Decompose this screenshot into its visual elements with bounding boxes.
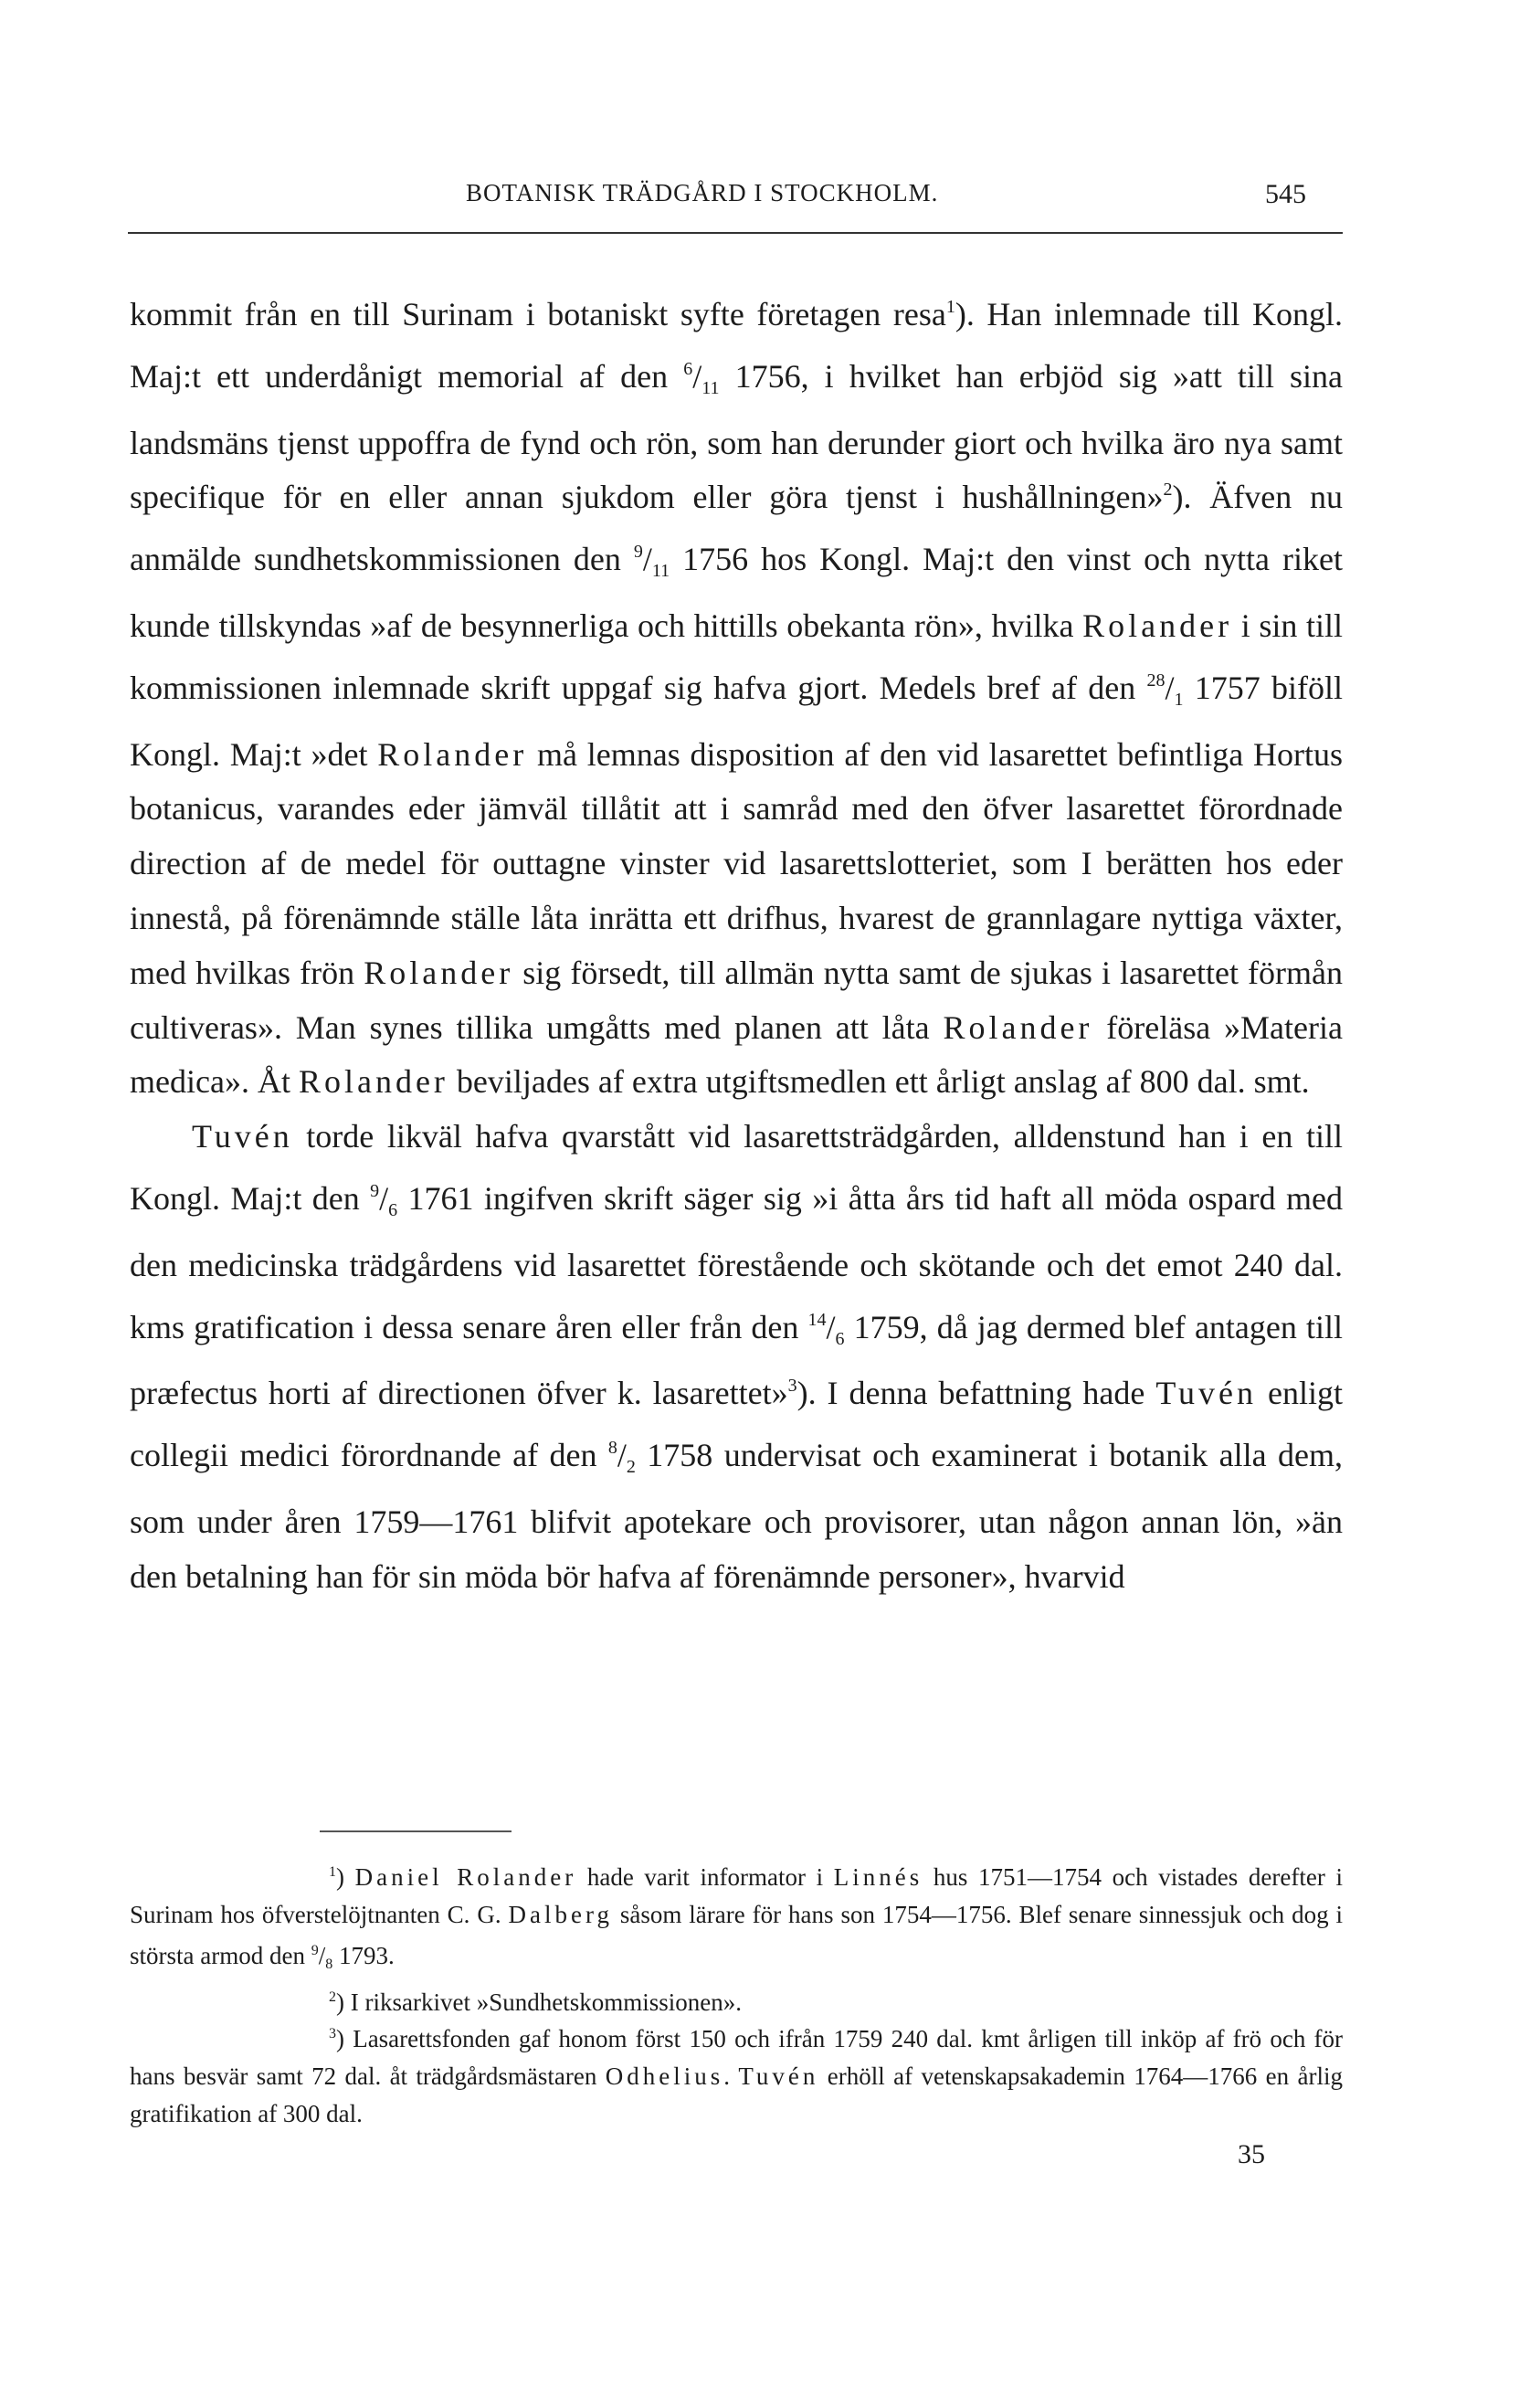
paragraph-2: Tuvén torde likväl hafva qvarstått vid lasarettsträdgården, alldenstund han i en till Kongl. Maj:t den $^9$/6 1761 ingifven skrift säger sig »i åtta års tid haft all möda ospard med den medicinska trädgårdens vid lasarettet förestående och skötande och det emot 240 dal. kms gratification i dessa senare åren eller från den $^{14}$/6 1759, då jag dermed blef antagen till præfectus horti af directionen öfver k. lasarettet»$^3$). I denna befattning hade Tuvén enligt collegii medici förordnande af den $^8$/2 1758 undervisat och examinerat i botanik alla dem, som under åren 1759—1761 blifvit apotekare och provisorer, utan någon annan lön, »än den betalning han för sin möda bör hafva af förenämnde personer», hvarvid <box>130 1118 1343 1595</box>
footnotes <box>130 1859 1343 2132</box>
body-text <box>130 288 1343 1605</box>
paragraph-1: kommit från en till Surinam i botaniskt syfte företagen resa$^1$). Han inlemnade till Kongl. Maj:t ett underdånigt memorial af den $^6$/11 1756, i hvilket han erbjöd sig »att till sina landsmäns tjenst uppoffra de fynd och rön, som han derunder giort och hvilka äro nya samt specifique för en eller annan sjukdom eller göra tjenst i hushållningen»$^2$). Äfven nu anmälde sundhetskommissionen den $^9$/11 1756 hos Kongl. Maj:t den vinst och nytta riket kunde tillskyndas »af de besynnerliga och hittills obekanta rön», hvilka Rolander i sin till kommissionen inlemnade skrift uppgaf sig hafva gjort. Medels bref af den $^{28}$/1 1757 biföll Kongl. Maj:t »det Rolander må lemnas disposition af den vid lasarettet befintliga Hortus botanicus, varandes eder jämväl tillåtit att i samråd med den öfver lasarettet förordnade direction af de medel för outtagne vinster vid lasarettslotteriet, som I berätten hos eder innestå, på förenämnde ställe låta inrätta ett drifhus, hvarest de grannlagare nyttiga växter, med hvilkas frön Rolander sig försedt, till allmän nytta samt de sjukas i lasarettet förmån cultiveras». Man synes tillika umgåtts med planen att låta Rolander föreläsa »Materia medica». Åt Rolander beviljades af extra utgiftsmedlen ett årligt anslag af 800 dal. smt. <box>130 296 1344 1101</box>
person-name: Daniel Rolander <box>354 1863 577 1891</box>
person-name: Tuvén <box>1155 1375 1258 1412</box>
signature-mark: 35 <box>1238 2139 1265 2169</box>
date-fraction: $^9$/11 <box>633 541 670 582</box>
header-rule <box>128 232 1343 234</box>
footnote-rule <box>320 1830 512 1832</box>
running-title: BOTANISK TRÄDGÅRD I STOCKHOLM. <box>466 179 939 206</box>
date-fraction: $^{14}$/6 <box>807 1308 845 1349</box>
person-name: Rolander <box>298 1063 448 1101</box>
person-name: Rolander <box>377 735 528 773</box>
page-number: 545 <box>1265 179 1306 209</box>
person-name: Dalberg <box>508 1900 613 1928</box>
date-fraction: $^9$/8 <box>311 1942 333 1973</box>
person-name: Tuvén <box>192 1118 293 1155</box>
footnote-3: $^3$) Lasarettsfonden gaf honom först 150 och ifrån 1759 240 dal. kmt årligen till inköp af frö och för hans besvär samt 72 dal. åt trädgårdsmästaren Odhelius. Tuvén erhöll af vetenskapsakademin 1764—1766 en årlig gratifikation af 300 dal. <box>130 2025 1344 2127</box>
footnote-ref-2: 2 <box>1163 480 1173 501</box>
person-name: Rolander <box>1082 607 1233 644</box>
date-fraction: $^8$/2 <box>607 1437 636 1478</box>
person-name: Rolander <box>943 1008 1093 1046</box>
date-fraction: $^9$/6 <box>370 1179 398 1220</box>
date-fraction: $^6$/11 <box>683 357 720 398</box>
footnote-1: $^1$) Daniel Rolander hade varit informator i Linnés hus 1751—1754 och vistades derefter i Surinam hos öfverstelöjtnanten C. G. Dalberg såsom lärare för hans son 1754—1756. Blef senare sinnessjuk och dog i största armod den $^9$/8 1793. <box>130 1863 1343 1973</box>
footnote-ref-1: 1 <box>945 297 955 317</box>
person-name: Linnés <box>833 1863 923 1891</box>
person-name: Odhelius <box>605 2062 724 2090</box>
date-fraction: $^{28}$/1 <box>1146 669 1184 710</box>
footnote-2: $^2$) I riksarkivet »Sundhetskommissionen». <box>329 1988 742 2016</box>
person-name: Rolander <box>364 954 514 991</box>
person-name: Tuvén <box>738 2062 819 2090</box>
footnote-ref-3: 3 <box>787 1376 797 1397</box>
